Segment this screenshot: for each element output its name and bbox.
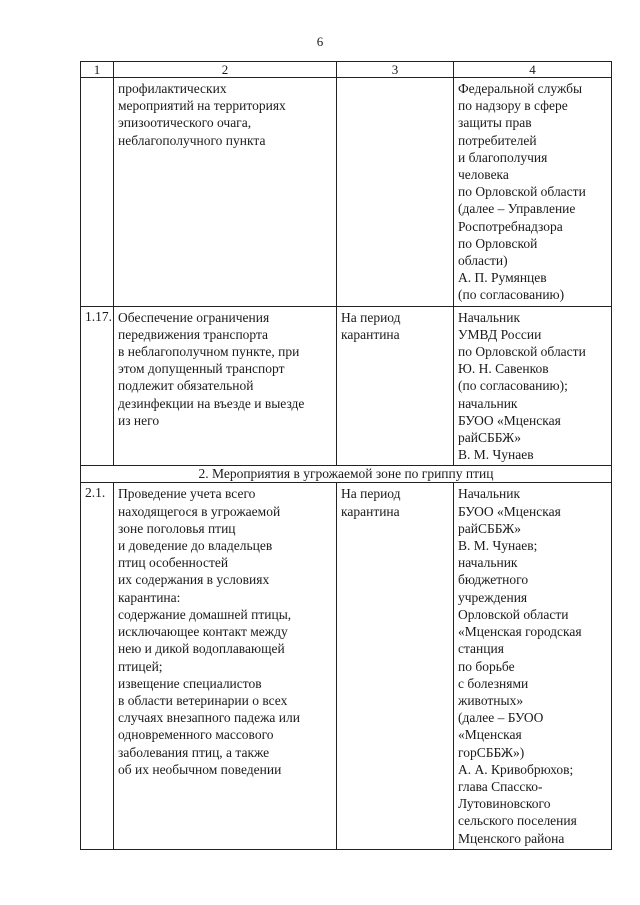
text-line: А. А. Кривобрюхов; (458, 761, 574, 777)
text-line: в неблагополучном пункте, при (118, 344, 300, 360)
term-cell (337, 78, 454, 307)
text-line: из него (118, 412, 160, 428)
column-number: 3 (337, 62, 454, 78)
text-line: учреждения (458, 589, 528, 605)
item-number: 2.1. (81, 483, 114, 849)
text-line: исключающее контакт между (118, 624, 288, 640)
term-cell (337, 306, 454, 466)
responsible-cell (454, 483, 612, 849)
text-line: по борьбе (458, 658, 515, 674)
text-line: Ю. Н. Савенков (458, 361, 549, 377)
text-line: с болезнями (458, 675, 529, 691)
table-row (81, 483, 612, 849)
text-line: начальник (458, 555, 518, 571)
column-number: 2 (114, 62, 337, 78)
text-line: и доведение до владельцев (118, 538, 273, 554)
term-cell (337, 483, 454, 849)
page-number: 6 (316, 34, 324, 49)
table-row (81, 306, 612, 466)
text-line: карантина (341, 326, 400, 342)
column-number-row (81, 62, 612, 78)
text-line: эпизоотического очага, (118, 115, 252, 131)
text-line: начальник (458, 395, 518, 411)
text-line: Роспотребнадзора (458, 218, 563, 234)
text-line: «Мценская городская (458, 624, 582, 640)
text-line: нею и дикой водоплавающей (118, 641, 285, 657)
text-line: Обеспечение ограничения (118, 309, 270, 325)
text-line: по надзору в сфере (458, 98, 568, 114)
text-line: защиты прав (458, 115, 532, 131)
text-line: находящегося в угрожаемой (118, 503, 281, 519)
text-line: «Мценская (458, 727, 522, 743)
text-line: (далее – Управление (458, 201, 576, 217)
text-line: БУОО «Мценская (458, 412, 561, 428)
section-title: 2. Мероприятия в угрожаемой зоне по гриппу птиц (81, 466, 612, 483)
text-line: горСББЖ») (458, 744, 525, 760)
text-line: На период (341, 309, 401, 325)
text-line: птицей; (118, 658, 163, 674)
item-number: 1.17. (81, 306, 114, 466)
text-line: Федеральной службы (458, 81, 583, 96)
text-line: Лутовиновского (458, 796, 551, 812)
text-line: содержание домашней птицы, (118, 606, 292, 622)
responsible-cell (454, 78, 612, 307)
measure-cell (114, 78, 337, 307)
text-line: потребителей (458, 132, 537, 148)
measure-cell (114, 483, 337, 849)
text-line: БУОО «Мценская (458, 503, 561, 519)
text-line: птиц особенностей (118, 555, 229, 571)
text-line: об их необычном поведении (118, 761, 282, 777)
text-line: и благополучия (458, 149, 548, 165)
text-line: УМВД России (458, 326, 542, 342)
measures-table (80, 61, 612, 850)
text-line: Начальник (458, 309, 521, 325)
text-line: (по согласованию) (458, 287, 565, 303)
text-line: одновременного массового (118, 727, 274, 743)
text-line: На период (341, 486, 401, 502)
text-line: этом допущенный транспорт (118, 361, 285, 377)
text-line: человека (458, 167, 509, 183)
text-line: случаях внезапного падежа или (118, 710, 300, 726)
text-line: заболевания птиц, а также (118, 744, 270, 760)
text-line: (по согласованию); (458, 378, 568, 394)
text-line: Мценского района (458, 830, 565, 846)
text-line: сельского поселения (458, 813, 577, 829)
text-line: станция (458, 641, 504, 657)
column-number: 4 (454, 62, 612, 78)
text-line: извещение специалистов (118, 675, 262, 691)
text-line: по Орловской области (458, 344, 586, 360)
text-line: по Орловской (458, 235, 538, 251)
text-line: В. М. Чунаев (458, 447, 534, 463)
text-line: А. П. Румянцев (458, 270, 547, 286)
text-line: райСББЖ» (458, 430, 521, 446)
text-line: дезинфекции на въезде и выезде (118, 395, 305, 411)
text-line: глава Спасско- (458, 778, 543, 794)
text-line: Проведение учета всего (118, 486, 256, 502)
text-line: райСББЖ» (458, 520, 521, 536)
text-line: в области ветеринарии о всех (118, 692, 288, 708)
item-number (81, 78, 114, 307)
text-line: неблагополучного пункта (118, 132, 266, 148)
text-line: животных» (458, 692, 524, 708)
text-line: мероприятий на территориях (118, 98, 286, 114)
text-line: по Орловской области (458, 184, 586, 200)
text-line: профилактических (118, 81, 227, 96)
section-heading-row (81, 466, 612, 483)
responsible-cell (454, 306, 612, 466)
text-line: В. М. Чунаев; (458, 538, 538, 554)
measure-cell (114, 306, 337, 466)
text-line: карантина: (118, 589, 181, 605)
table-row (81, 78, 612, 307)
text-line: (далее – БУОО (458, 710, 544, 726)
text-line: Начальник (458, 486, 521, 502)
text-line: зоне поголовья птиц (118, 520, 236, 536)
text-line: бюджетного (458, 572, 529, 588)
text-line: передвижения транспорта (118, 326, 269, 342)
text-line: их содержания в условиях (118, 572, 270, 588)
text-line: области) (458, 253, 508, 269)
text-line: подлежит обязательной (118, 378, 254, 394)
text-line: карантина (341, 503, 400, 519)
column-number: 1 (81, 62, 114, 78)
text-line: Орловской области (458, 606, 569, 622)
